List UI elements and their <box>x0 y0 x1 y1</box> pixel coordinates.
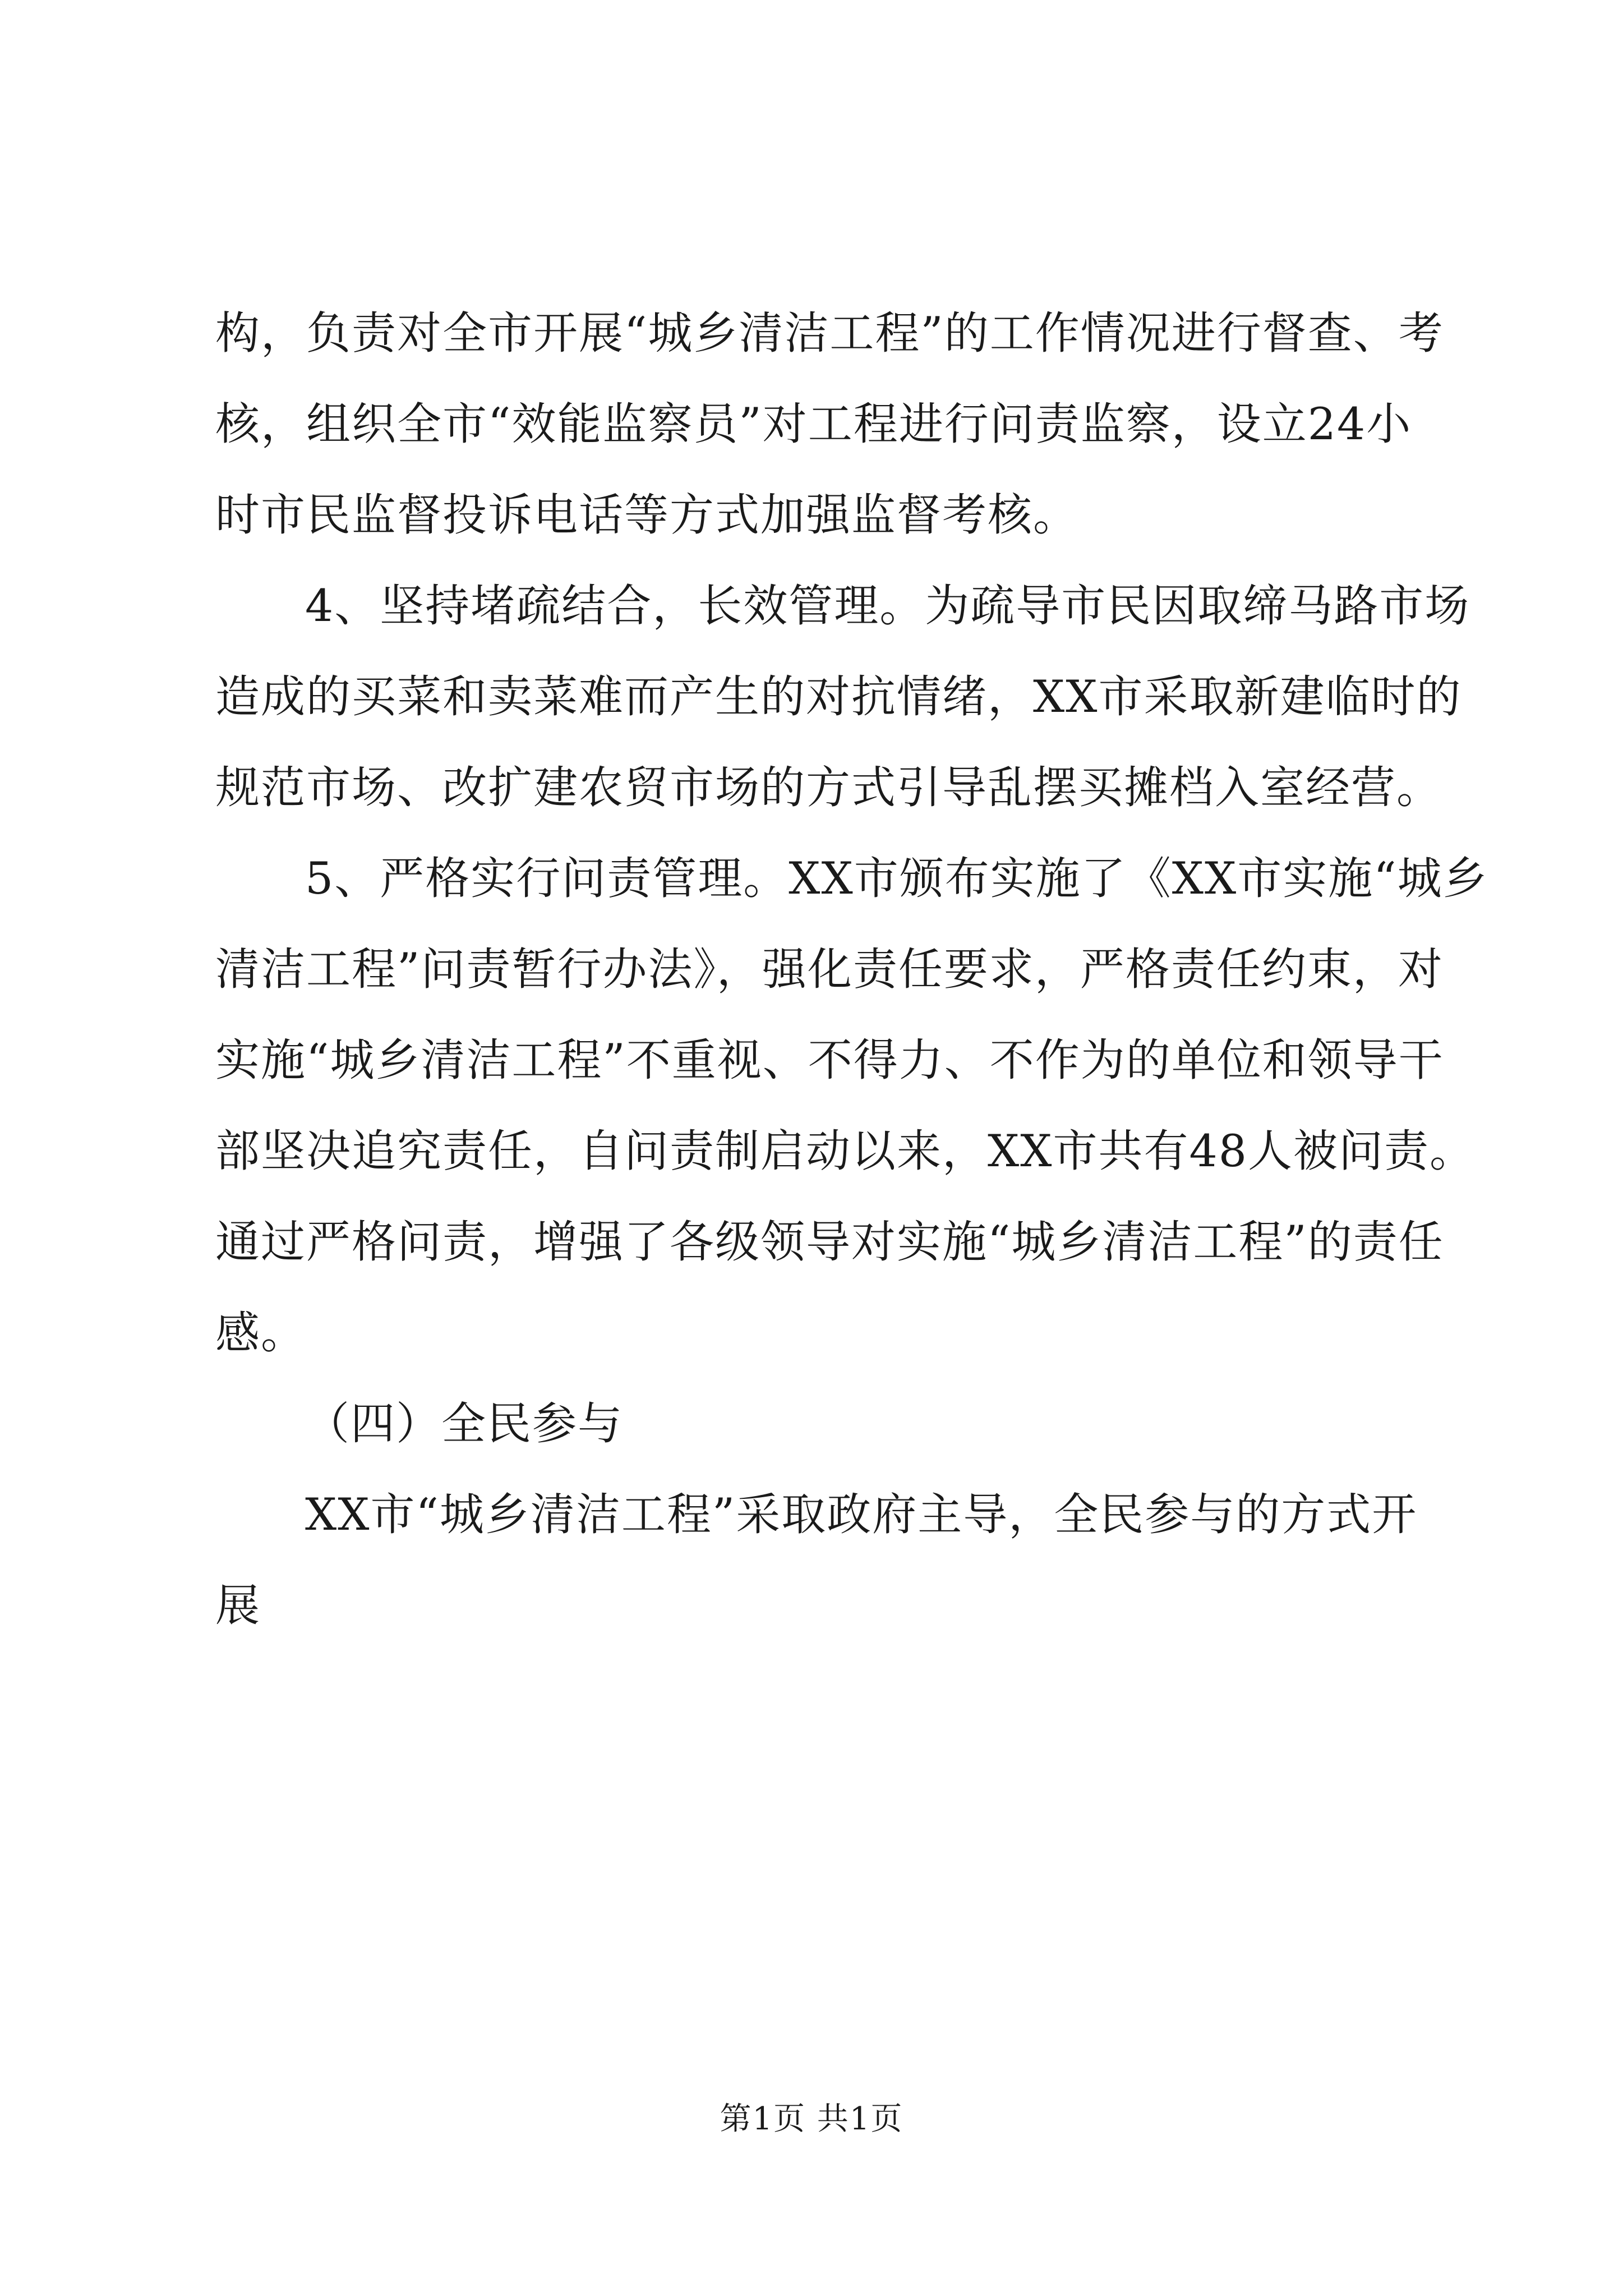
body-line-3: 时市民监督投诉电话等方式加强监督考核。 <box>215 489 1078 541</box>
body-line-6: 规范市场、改扩建农贸市场的方式引导乱摆买摊档入室经营。 <box>215 762 1442 813</box>
body-line-2: 核，组织全市“效能监察员”对工程进行问责监察，设立24小 <box>215 398 1412 450</box>
section-heading: （四）全民参与 <box>305 1398 623 1450</box>
body-line-4: 4、坚持堵疏结合，长效管理。为疏导市民因取缔马路市场 <box>305 580 1470 632</box>
body-line-1: 构，负责对全市开展“城乡清洁工程”的工作情况进行督查、考 <box>215 307 1444 359</box>
body-line-14: XX市“城乡清洁工程”采取政府主导，全民参与的方式开 <box>305 1489 1418 1540</box>
body-line-10: 部坚决追究责任，自问责制启动以来，XX市共有48人被问责。 <box>215 1125 1476 1177</box>
body-line-12: 感。 <box>215 1307 306 1359</box>
body-line-9: 实施“城乡清洁工程”不重视、不得力、不作为的单位和领导干 <box>215 1034 1444 1086</box>
body-line-11: 通过严格问责，增强了各级领导对实施“城乡清洁工程”的责任 <box>215 1216 1444 1268</box>
body-line-15: 展 <box>215 1580 261 1631</box>
body-line-8: 清洁工程”问责暂行办法》，强化责任要求，严格责任约束，对 <box>215 944 1444 995</box>
body-line-7: 5、严格实行问责管理。XX市颁布实施了《XX市实施“城乡 <box>305 853 1488 904</box>
body-line-5: 造成的买菜和卖菜难而产生的对抗情绪，XX市采取新建临时的 <box>215 671 1462 723</box>
page-number-footer: 第1页 共1页 <box>720 2101 903 2137</box>
